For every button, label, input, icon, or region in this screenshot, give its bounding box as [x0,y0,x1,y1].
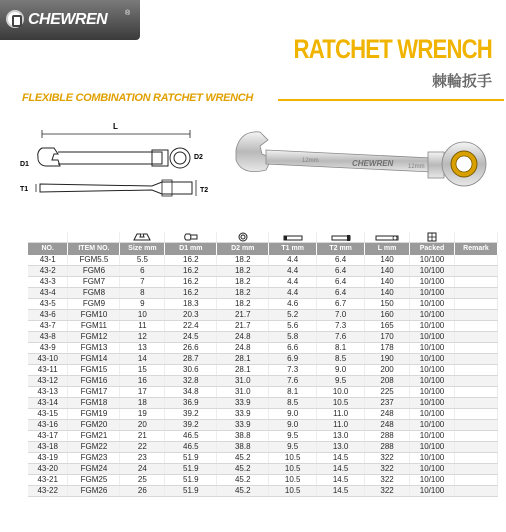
table-cell: 7.3 [269,364,317,375]
table-cell: 225 [365,386,410,397]
table-cell: 18.2 [217,265,269,276]
table-cell [454,419,497,430]
table-cell: 7.0 [317,309,365,320]
table-cell: 43-16 [28,419,68,430]
table-cell: 13 [120,342,165,353]
table-cell: 43-22 [28,485,68,496]
table-cell: 4.4 [269,276,317,287]
table-cell: FGM19 [68,408,120,419]
table-cell: 16.2 [165,276,217,287]
table-cell: 4.4 [269,255,317,266]
d1-icon [165,232,217,243]
table-cell: 43-1 [28,255,68,266]
section-subtitle: FLEXIBLE COMBINATION RATCHET WRENCH [22,92,254,104]
label-d2: D2 [194,154,203,161]
table-cell: 9.5 [269,441,317,452]
table-cell: 160 [365,309,410,320]
chewren-logo-icon [6,10,24,28]
table-cell: 322 [365,485,410,496]
table-row [28,331,498,342]
table-row [28,276,498,287]
table-cell: 6.4 [317,276,365,287]
table-cell: 17 [120,386,165,397]
table-row [28,463,498,474]
table-cell: 39.2 [165,419,217,430]
table-row [28,430,498,441]
table-cell: 36.9 [165,397,217,408]
table-cell: 288 [365,430,410,441]
table-cell: 24.8 [217,342,269,353]
table-cell [454,452,497,463]
table-cell: 14.5 [317,452,365,463]
table-cell: 6.9 [269,353,317,364]
column-header: ITEM NO. [68,243,120,255]
table-cell: FGM23 [68,452,120,463]
table-cell: 9.0 [269,408,317,419]
column-header: T2 mm [317,243,365,255]
table-cell: 8.5 [269,397,317,408]
table-cell: 10/100 [410,474,455,485]
table-cell: 18.2 [217,276,269,287]
table-cell: 7.6 [269,375,317,386]
table-cell: 140 [365,255,410,266]
table-cell: FGM9 [68,298,120,309]
table-cell: 33.9 [217,397,269,408]
table-cell: 21.7 [217,320,269,331]
table-cell: 10.0 [317,386,365,397]
table-cell: 43-13 [28,386,68,397]
table-cell: 24.5 [165,331,217,342]
table-cell: 14.5 [317,474,365,485]
table-cell: 10/100 [410,386,455,397]
table-cell: 43-9 [28,342,68,353]
table-cell: FGM14 [68,353,120,364]
table-cell: 16.2 [165,265,217,276]
table-row [28,309,498,320]
table-cell: 7.3 [317,320,365,331]
table-cell: 10.5 [269,463,317,474]
table-row [28,298,498,309]
table-cell [454,375,497,386]
table-row [28,386,498,397]
table-cell: 248 [365,408,410,419]
table-cell: 4.4 [269,265,317,276]
table-cell: FGM15 [68,364,120,375]
table-cell: 5.8 [269,331,317,342]
table-cell: 46.5 [165,430,217,441]
table-cell: 10/100 [410,331,455,342]
table-cell: 8.1 [317,342,365,353]
table-row [28,441,498,452]
table-cell: 14.5 [317,463,365,474]
table-cell: 190 [365,353,410,364]
table-cell: 46.5 [165,441,217,452]
table-cell: 19 [120,408,165,419]
spec-table [28,232,498,497]
table-cell: 10/100 [410,276,455,287]
table-cell: 10/100 [410,441,455,452]
table-cell: 10/100 [410,397,455,408]
table-cell: 10/100 [410,463,455,474]
table-cell: 28.1 [217,353,269,364]
table-cell: 200 [365,364,410,375]
table-cell: 10/100 [410,485,455,496]
table-row [28,320,498,331]
table-cell: 38.8 [217,430,269,441]
table-cell: 9.5 [317,375,365,386]
table-cell: 6.6 [269,342,317,353]
table-cell: 43-5 [28,298,68,309]
column-header: NO. [28,243,68,255]
table-cell [454,309,497,320]
table-row [28,364,498,375]
table-cell: 16 [120,375,165,386]
length-icon [365,232,410,243]
table-cell: 9.0 [269,419,317,430]
table-cell: 8 [120,287,165,298]
column-header: T1 mm [269,243,317,255]
table-cell: FGM13 [68,342,120,353]
table-header-row [28,243,498,255]
table-cell: FGM17 [68,386,120,397]
table-cell: 43-11 [28,364,68,375]
table-cell [454,320,497,331]
table-cell: 43-4 [28,287,68,298]
table-row [28,265,498,276]
table-cell: 10/100 [410,320,455,331]
table-row [28,397,498,408]
table-cell: 10.5 [269,452,317,463]
table-cell: 10.5 [269,485,317,496]
table-cell: 13.0 [317,430,365,441]
table-cell: 10/100 [410,452,455,463]
table-row [28,287,498,298]
table-row [28,353,498,364]
table-cell: 10/100 [410,353,455,364]
table-cell: 20.3 [165,309,217,320]
table-cell: 43-12 [28,375,68,386]
table-cell [454,386,497,397]
table-row [28,474,498,485]
size-mark-right: 12mm [408,164,425,170]
table-cell: 288 [365,441,410,452]
table-cell [454,342,497,353]
table-cell: 248 [365,419,410,430]
table-cell: 10/100 [410,342,455,353]
table-cell: 10/100 [410,375,455,386]
table-cell: 24.8 [217,331,269,342]
page-title-chinese: 棘輪扳手 [431,73,492,90]
table-cell [454,474,497,485]
table-row [28,342,498,353]
table-cell: 26 [120,485,165,496]
table-cell: 45.2 [217,452,269,463]
table-cell: 14.5 [317,485,365,496]
table-cell: FGM24 [68,463,120,474]
table-cell: 43-19 [28,452,68,463]
table-cell [454,364,497,375]
table-cell: 43-21 [28,474,68,485]
table-cell: 31.0 [217,386,269,397]
table-cell: 322 [365,452,410,463]
table-cell: 32.8 [165,375,217,386]
table-cell [454,265,497,276]
registered-mark: ® [125,10,131,17]
table-cell: 7.6 [317,331,365,342]
table-cell: 10/100 [410,287,455,298]
table-cell: 18.2 [217,298,269,309]
size-icon [120,232,165,243]
table-cell: 140 [365,287,410,298]
table-cell [454,397,497,408]
table-cell: 140 [365,276,410,287]
table-cell [454,463,497,474]
table-cell: FGM21 [68,430,120,441]
icon-cell-empty [454,232,497,243]
table-cell: 150 [365,298,410,309]
table-cell: FGM25 [68,474,120,485]
table-cell: 43-14 [28,397,68,408]
table-row [28,375,498,386]
header-icon-row [28,232,498,243]
table-cell: 22 [120,441,165,452]
table-cell [454,298,497,309]
table-cell: 39.2 [165,408,217,419]
column-header: D1 mm [165,243,217,255]
d2-icon [217,232,269,243]
table-cell [454,485,497,496]
table-cell: 38.8 [217,441,269,452]
table-cell [454,353,497,364]
table-cell: 4.4 [269,287,317,298]
table-cell: FGM26 [68,485,120,496]
label-d1: D1 [20,161,29,168]
label-l: L [113,122,118,131]
table-cell [454,408,497,419]
table-row [28,485,498,496]
table-cell: 8.1 [269,386,317,397]
table-cell: 7 [120,276,165,287]
table-cell: 43-3 [28,276,68,287]
table-cell: 10/100 [410,255,455,266]
table-cell: 12 [120,331,165,342]
icon-cell-empty [28,232,68,243]
brand-name: CHEWREN [28,11,108,28]
table-cell: 51.9 [165,452,217,463]
table-cell [454,276,497,287]
packed-icon [410,232,455,243]
table-cell: 18.2 [217,255,269,266]
table-cell: 51.9 [165,474,217,485]
table-cell: 6.4 [317,287,365,298]
table-cell: 43-8 [28,331,68,342]
table-cell: 45.2 [217,474,269,485]
table-row [28,255,498,266]
table-cell: 11.0 [317,419,365,430]
table-cell: FGM7 [68,276,120,287]
table-cell: FGM16 [68,375,120,386]
table-cell: 8.5 [317,353,365,364]
table-cell: 11 [120,320,165,331]
page-title: RATCHET WRENCH [293,34,492,64]
table-cell: 9.0 [317,364,365,375]
table-cell: 10.5 [269,474,317,485]
table-cell: 18.2 [217,287,269,298]
table-cell [454,441,497,452]
table-cell: 22.4 [165,320,217,331]
table-cell: 23 [120,452,165,463]
table-cell: 33.9 [217,419,269,430]
table-cell: 170 [365,331,410,342]
table-cell [454,430,497,441]
table-cell: 9 [120,298,165,309]
table-cell: 43-17 [28,430,68,441]
table-cell: 43-6 [28,309,68,320]
size-mark-left: 12mm [302,158,319,164]
table-cell: 5.6 [269,320,317,331]
table-cell: 10/100 [410,298,455,309]
table-cell: 178 [365,342,410,353]
table-cell: 10 [120,309,165,320]
table-cell: 237 [365,397,410,408]
table-cell: 10/100 [410,309,455,320]
table-cell: 208 [365,375,410,386]
table-cell: 165 [365,320,410,331]
table-cell: 6.4 [317,265,365,276]
table-cell: FGM12 [68,331,120,342]
table-cell: FGM10 [68,309,120,320]
table-cell: 43-15 [28,408,68,419]
table-cell: 10/100 [410,419,455,430]
table-cell: 5.5 [120,255,165,266]
column-header: D2 mm [217,243,269,255]
t2-icon [317,232,365,243]
table-cell: FGM5.5 [68,255,120,266]
table-cell: FGM8 [68,287,120,298]
table-cell: 51.9 [165,485,217,496]
table-cell: 322 [365,474,410,485]
table-cell: 11.0 [317,408,365,419]
table-body [28,255,498,497]
table-cell: 43-2 [28,265,68,276]
table-row [28,408,498,419]
column-header: L mm [365,243,410,255]
table-cell: FGM18 [68,397,120,408]
table-cell: 10/100 [410,364,455,375]
table-cell: 26.6 [165,342,217,353]
table-cell [454,255,497,266]
table-cell: 21 [120,430,165,441]
table-cell: 31.0 [217,375,269,386]
table-cell: 10/100 [410,408,455,419]
product-brand-stamp: CHEWREN [352,159,394,168]
table-cell: 6.4 [317,255,365,266]
table-cell: 43-7 [28,320,68,331]
table-cell: 15 [120,364,165,375]
table-cell: 25 [120,474,165,485]
table-cell: 43-20 [28,463,68,474]
table-cell: FGM6 [68,265,120,276]
table-cell: 28.7 [165,353,217,364]
table-cell: 43-10 [28,353,68,364]
table-cell: 16.2 [165,255,217,266]
table-cell: 34.8 [165,386,217,397]
icon-cell-empty [68,232,120,243]
table-cell: 322 [365,463,410,474]
column-header: Remark [454,243,497,255]
wrench-dimension-diagram [12,118,212,208]
table-cell: 10/100 [410,430,455,441]
table-cell: 6 [120,265,165,276]
table-cell: FGM11 [68,320,120,331]
table-cell: 6.7 [317,298,365,309]
column-header: Size mm [120,243,165,255]
table-cell: 9.5 [269,430,317,441]
table-cell: 18.3 [165,298,217,309]
table-row [28,452,498,463]
table-cell: FGM20 [68,419,120,430]
table-cell: 28.1 [217,364,269,375]
table-cell: 16.2 [165,287,217,298]
table-cell: 18 [120,397,165,408]
table-cell [454,287,497,298]
table-cell: 10/100 [410,265,455,276]
table-cell: 24 [120,463,165,474]
table-row [28,419,498,430]
table-cell: 10.5 [317,397,365,408]
table-cell: 30.6 [165,364,217,375]
wrench-product-photo [232,120,494,200]
table-cell: 43-18 [28,441,68,452]
label-t1: T1 [20,186,29,193]
label-t2: T2 [200,187,209,194]
table-cell: 13.0 [317,441,365,452]
table-cell: 140 [365,265,410,276]
t1-icon [269,232,317,243]
table-cell: 45.2 [217,485,269,496]
table-cell: FGM22 [68,441,120,452]
table-cell: 51.9 [165,463,217,474]
table-cell: 5.2 [269,309,317,320]
table-cell: 4.6 [269,298,317,309]
table-cell: 14 [120,353,165,364]
table-cell: 33.9 [217,408,269,419]
brand-bar [0,0,140,40]
column-header: Packed [410,243,455,255]
table-cell [454,331,497,342]
table-cell: 21.7 [217,309,269,320]
table-cell: 45.2 [217,463,269,474]
table-cell: 20 [120,419,165,430]
